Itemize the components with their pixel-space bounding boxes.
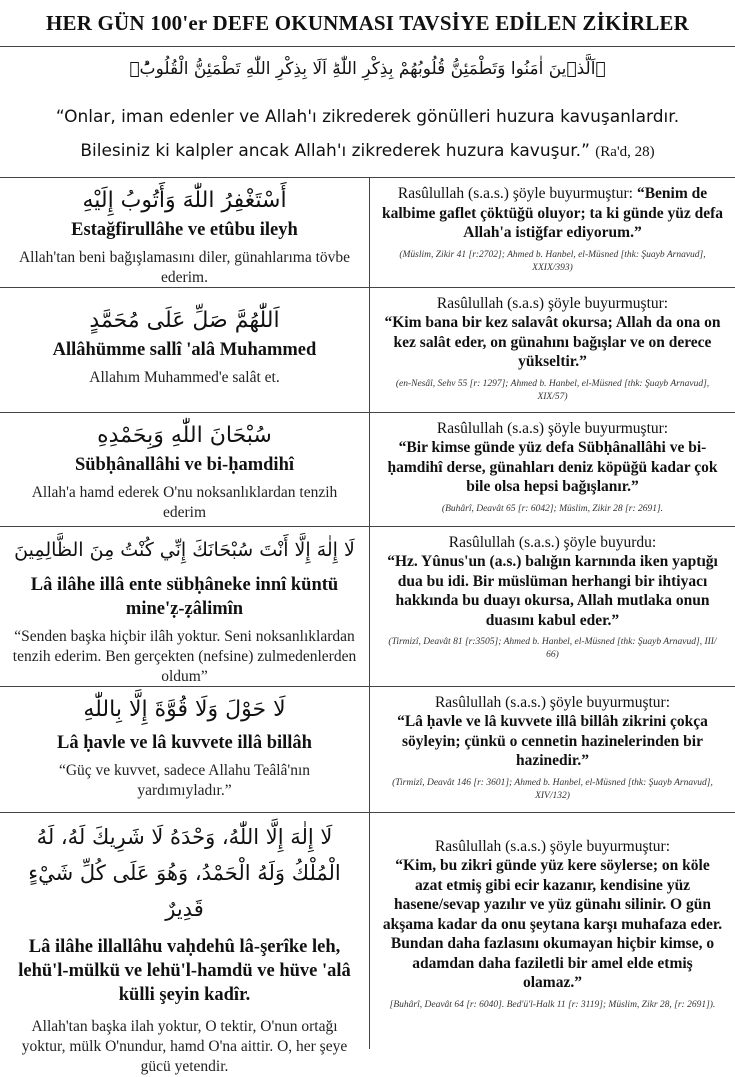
zikir-row-3: [0, 413, 735, 527]
zikir-meaning: “Güç ve kuvvet, sadece Allahu Teâlâ'nın yardımıyladır.”: [58, 762, 311, 799]
zikir-meaning: Allah'tan beni bağışlamasını diler, günahlarıma tövbe ederim.: [18, 249, 351, 286]
hadith-text: “Lâ ḥavle ve lâ kuvvete illâ billâh zikrini çokça söyleyin; çünkü o cennetin hazinelerinden bir hazinedir.”: [397, 713, 708, 769]
zikir-row-5: [0, 687, 735, 813]
hadith-cell: [370, 687, 735, 812]
zikir-row-2: [0, 288, 735, 413]
hadith-text: “Kim bana bir kez salavât okursa; Allah da ona on kez salât eder, on günahını bağışlar ve on derece yükseltir.”: [384, 314, 721, 370]
zikir-arabic: لَا إِلٰهَ إِلَّا أَنْتَ سُبْحَانَكَ إِنِّي كُنْتُ مِنَ الظَّالِمِينَ: [14, 539, 355, 561]
zikir-cell: [0, 527, 370, 686]
hadith-intro: Rasûlullah (s.a.s) şöyle buyurmuştur:: [436, 420, 669, 437]
zikir-arabic: لَا حَوْلَ وَلَا قُوَّةَ إِلَّا بِاللّٰهِ: [83, 697, 286, 722]
hadith-text: “Bir kimse günde yüz defa Sübḥânallâhi ve bi-ḥamdihî derse, günahları deniz köpüğü kadar çok bile olsa hepsi bağışlanır.”: [387, 439, 718, 495]
hadith-intro: Rasûlullah (s.a.s.) şöyle buyurmuştur:: [434, 694, 671, 711]
intro-line-1: “Onlar, iman edenler ve Allah'ı zikrederek gönülleri huzura kavuşanlardır.: [55, 107, 680, 127]
intro-line-2: [0, 141, 735, 161]
zikir-cell: [0, 687, 370, 812]
zikir-row-6: [0, 813, 735, 1075]
hadith-cell: [370, 527, 735, 686]
zikir-row-4: [0, 527, 735, 687]
hadith-intro: Rasûlullah (s.a.s.) şöyle buyurmuştur:: [434, 838, 671, 855]
zikir-meaning: Allah'a hamd ederek O'nu noksanlıklardan tenzih ederim: [31, 484, 338, 521]
zikir-cell: [0, 413, 370, 526]
hadith-cell: [370, 813, 735, 1049]
zikir-transliteration: Estağfirullâhe ve etûbu ileyh: [71, 220, 298, 240]
zikir-cell: [0, 813, 370, 1075]
hadith-source: (en-Nesâî, Sehv 55 [r: 1297]; Ahmed b. Hanbel, el-Müsned [thk: Şuayb Arnavud], XIX/57): [395, 378, 710, 402]
zikir-transliteration: Allâhümme sallî 'alâ Muhammed: [52, 340, 317, 360]
zikir-transliteration: Sübḥânallâhi ve bi-ḥamdihî: [74, 455, 294, 475]
intro-verse: [0, 46, 735, 178]
zikir-meaning: “Senden başka hiçbir ilâh yoktur. Seni noksanlıklardan tenzih ederim. Ben gerçekten (nefsine) zulmedenlerden oldum”: [12, 628, 357, 685]
hadith-source: (Tirmizî, Deavât 81 [r:3505]; Ahmed b. Hanbel, el-Müsned [thk: Şuayb Arnavud], III/ 66): [388, 637, 717, 660]
zikir-arabic: سُبْحَانَ اللّٰهِ وَبِحَمْدِهِ: [97, 423, 272, 448]
zikir-meaning: Allah'tan başka ilah yoktur, O tektir, O'nun ortağı yoktur, mülk O'nundur, hamd O'na aittir. O, her şeye gücü yetendir.: [21, 1018, 348, 1075]
zikir-cell: [0, 288, 370, 412]
hadith-source: (Buhârî, Deavât 65 [r: 6042]; Müslim, Zikir 28 [r: 2691].: [441, 503, 664, 514]
zikir-meaning: Allahım Muhammed'e salât et.: [89, 369, 280, 386]
page-title: HER GÜN 100'er DEFE OKUNMASI TAVSİYE EDİLEN ZİKİRLER: [45, 10, 690, 35]
hadith-intro: Rasûlullah (s.a.s) şöyle buyurmuştur:: [436, 295, 669, 312]
hadith-text: “Kim, bu zikri günde yüz kere söylerse; on köle azat etmiş gibi ecir kazanır, kendisine yüz hasene/sevap yazılır ve yüz günahı silinir. O gün akşama kadar da onu şeytana karşı muhafaza eder. Bundan daha fazlasını okumayan hiçbir kimse, o adamdan daha faziletli bir amel elde etmiş olamaz.”: [382, 857, 723, 991]
hadith-intro: Rasûlullah (s.a.s.) şöyle buyurmuştur:: [397, 185, 633, 202]
zikir-row-1: [0, 178, 735, 288]
hadith-cell: [370, 413, 735, 526]
intro-arabic: ﴿اَلَّذ۪ينَ اٰمَنُوا وَتَطْمَئِنُّ قُلُوبُهُمْ بِذِكْرِ اللّٰهِؕ اَلَا بِذِكْرِ اللّٰهِ تَطْمَئِنُّ الْقُلُوبُؕ﴾: [129, 59, 606, 79]
zikir-arabic: أَسْتَغْفِرُ اللّٰهَ وَأَتُوبُ إِلَيْهِ: [82, 188, 287, 213]
zikir-cell: [0, 178, 370, 287]
hadith-cell: [370, 288, 735, 412]
hadith-source: [Buhârî, Deavât 64 [r: 6040]. Bed'ü'l-Halk 11 [r: 3119]; Müslim, Zikr 28, [r: 2691]).: [389, 999, 716, 1010]
intro-line-2-text: Bilesiniz ki kalpler ancak Allah'ı zikrederek huzura kavuşur.”: [80, 141, 590, 161]
zikir-transliteration: Lâ ilâhe illâ ente sübḥâneke innî küntü mine'ẓ-ẓâlimîn: [30, 575, 339, 619]
zikir-arabic: لَا إِلٰهَ إِلَّا اللّٰهُ، وَحْدَهُ لَا شَرِيكَ لَهُ، لَهُ الْمُلْكُ وَلَهُ الْحَمْدُ، وَهُوَ عَلَى كُلِّ شَيْءٍ قَدِيرٌ: [28, 825, 341, 921]
zikir-arabic: اَللّٰهُمَّ صَلِّ عَلَى مُحَمَّدٍ: [89, 308, 280, 333]
zikir-transliteration: Lâ ḥavle ve lâ kuvvete illâ billâh: [57, 733, 312, 753]
hadith-source: (Tirmizî, Deavât 146 [r: 3601]; Ahmed b. Hanbel, el-Müsned [thk: Şuayb Arnavud], XIV/132): [392, 777, 713, 801]
hadith-text: “Hz. Yûnus'un (a.s.) balığın karnında iken yaptığı dua bu idi. Bir müslüman herhangi bir ihtiyacı hakkında bu duayı okursa, Allah mutlaka onun duasını kabul eder.”: [387, 553, 718, 629]
zikir-transliteration: Lâ ilâhe illallâhu vaḥdehû lâ-şerîke leh, lehü'l-mülkü ve lehü'l-hamdü ve hüve 'alâ külli şeyin kadîr.: [18, 937, 351, 1005]
hadith-cell: [370, 178, 735, 287]
hadith-source: (Müslim, Zikir 41 [r:2702]; Ahmed b. Hanbel, el-Müsned [thk: Şuayb Arnavud], XXIX/393): [399, 249, 706, 273]
hadith-text: “Benim de kalbime gaflet çöktüğü oluyor; ta ki günde yüz defa Allah'a istiğfar ediyorum.”: [382, 185, 724, 241]
intro-ref: (Ra'd, 28): [595, 144, 655, 160]
hadith-intro: Rasûlullah (s.a.s.) şöyle buyurdu:: [448, 534, 657, 551]
